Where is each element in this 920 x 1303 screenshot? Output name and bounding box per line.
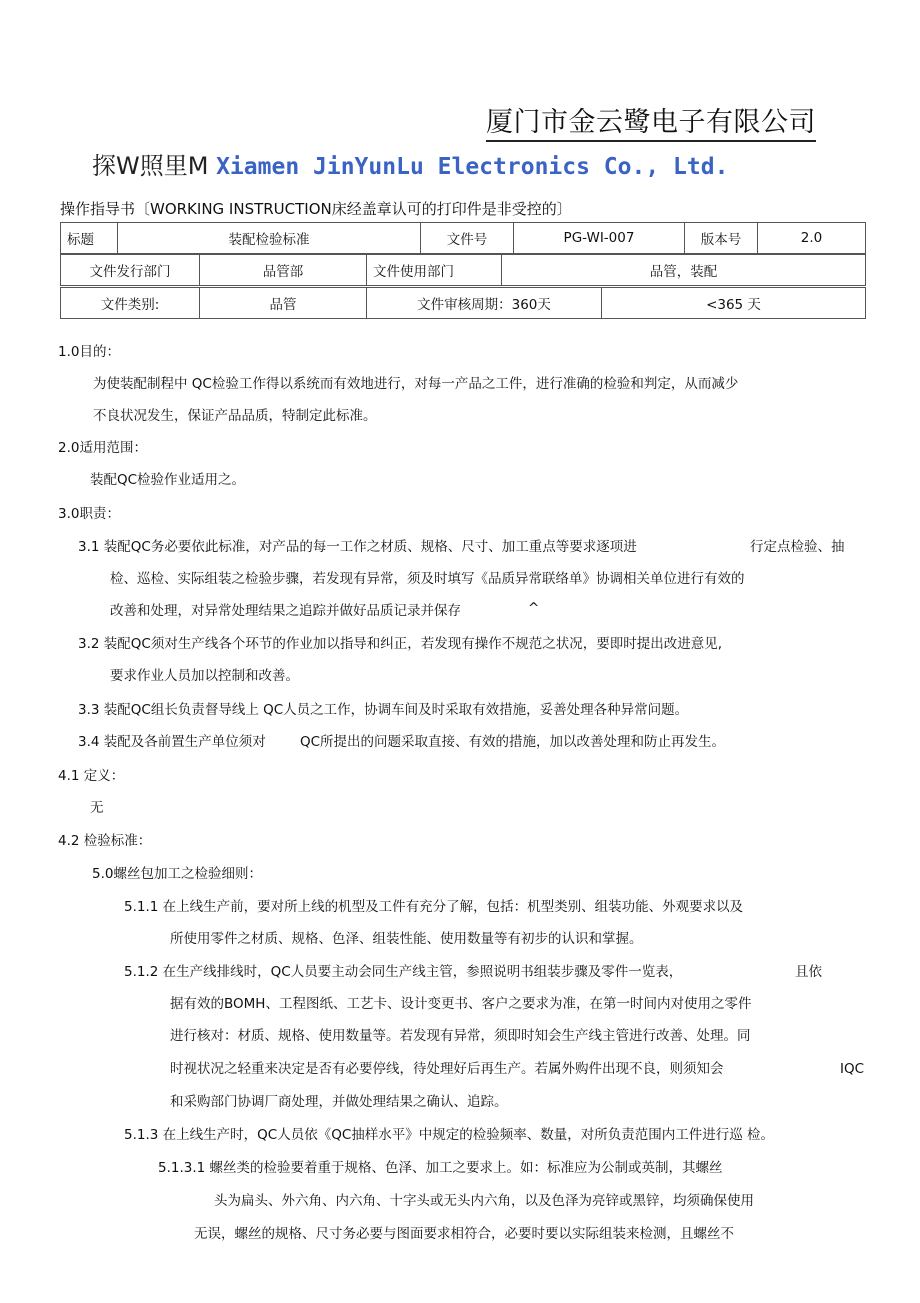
paragraph-line: 改善和处理，对异常处理结果之追踪并做好品质记录并保存 [110,603,461,619]
paragraph-line: 5.1.3 在上线生产时，QC人员依《QC抽样水平》中规定的检验频率、数量，对所负责范围内工件进行巡 检。 [124,1127,775,1143]
paragraph-line: 5.1.2 在生产线排线时，QC人员要主动会同生产线主管，参照说明书组装步骤及零件一览表， [124,964,683,980]
docno-label: 文件号 [421,223,514,254]
subsection-heading: 5.0螺丝包加工之检验细则： [92,866,262,882]
paragraph-line: 进行核对：材质、规格、使用数量等。若发现有异常，须即时知会生产线主管进行改善、处理。同 [170,1028,751,1044]
paragraph-line: 5.1.3.1 螺丝类的检验要着重于规格、色泽、加工之要求上。如：标准应为公制或英制，其螺丝 [158,1160,723,1176]
version-value: 2.0 [758,223,866,254]
meta-table-row2 [60,254,866,286]
review-cycle-value: <365 天 [602,288,866,319]
document-heading: 操作指导书〔WORKING INSTRUCTION床经盖章认可的打印件是非受控的〕 [60,200,572,218]
paragraph-line: 3.4 装配及各前置生产单位须对 [78,734,266,750]
paragraph-line: 为使装配制程中 QC检验工作得以系统而有效地进行，对每一产品之工件，进行准确的检验和判定，从而减少 [93,376,739,392]
section-heading: 4.2 检验标准： [58,833,152,849]
section-heading: 1.0目的： [58,344,120,360]
paragraph-line: IQC [840,1061,865,1077]
paragraph-line: 头为扁头、外六角、内六角、十字头或无头内六角，以及色泽为亮锌或黑锌，均须确保使用 [214,1193,754,1209]
paragraph-line: 且依 [795,964,822,980]
company-name-cn: 厦门市金云鹭电子有限公司 [486,100,816,142]
review-cycle-label: 文件审核周期：360天 [367,288,602,319]
use-dept-value: 品管，装配 [502,255,866,286]
paragraph-line: 5.1.1 在上线生产前，要对所上线的机型及工件有充分了解，包括：机型类别、组装功能、外观要求以及 [124,899,744,915]
company-brand [92,146,728,181]
paragraph-line: 所使用零件之材质、规格、色泽、组装性能、使用数量等有初步的认识和掌握。 [170,931,643,947]
section-heading: 2.0适用范围： [58,440,147,456]
use-dept-label: 文件使用部门 [367,255,502,286]
section-heading: 3.0职责： [58,506,120,522]
paragraph-line: 要求作业人员加以控制和改善。 [110,668,299,684]
paragraph-line: 无 [90,800,104,816]
category-label: 文件类别: [61,288,200,319]
title-value: 装配检验标准 [118,223,421,254]
paragraph-line: 时视状况之轻重来决定是否有必要停线，待处理好后再生产。若属外购件出现不良，则须知会 [170,1061,724,1077]
title-label: 标题 [61,223,118,254]
paragraph-line: 检、巡检、实际组装之检验步骤，若发现有异常，须及时填写《品质异常联络单》协调相关单位进行有效的 [110,571,745,587]
meta-table-row3 [60,287,866,319]
paragraph-line: 装配QC检验作业适用之。 [90,472,246,488]
paragraph-line: 和采购部门协调厂商处理，并做处理结果之确认、追踪。 [170,1094,508,1110]
paragraph-line: 3.3 装配QC组长负责督导线上 QC人员之工作，协调车间及时采取有效措施，妥善处理各种异常问题。 [78,702,689,718]
docno-value: PG-WI-007 [514,223,685,254]
category-value: 品管 [200,288,367,319]
paragraph-line: 3.1 装配QC务必要依此标准，对产品的每一工作之材质、规格、尺寸、加工重点等要求逐项进 [78,539,637,555]
meta-table-row1 [60,222,866,254]
issue-dept-value: 品管部 [200,255,367,286]
brand-en-text: Xiamen JinYunLu Electronics Co., Ltd. [216,154,729,180]
paragraph-line: 无误，螺丝的规格、尺寸务必要与图面要求相符合，必要时要以实际组装来检测，且螺丝不 [194,1226,734,1242]
paragraph-line: 行定点检验、抽 [750,539,845,555]
paragraph-line: 3.2 装配QC须对生产线各个环节的作业加以指导和纠正，若发现有操作不规范之状况，要即时提出改进意见, [78,636,723,652]
section-heading: 4.1 定义： [58,768,125,784]
issue-dept-label: 文件发行部门 [61,255,200,286]
paragraph-line: 据有效的BOMH、工程图纸、工艺卡、设计变更书、客户之要求为准，在第一时间内对使用之零件 [170,996,752,1012]
paragraph-line: 不良状况发生，保证产品品质，特制定此标准。 [93,408,377,424]
caret-mark: ^ [528,600,540,616]
paragraph-line: QC所提出的问题采取直接、有效的措施，加以改善处理和防止再发生。 [300,734,726,750]
version-label: 版本号 [685,223,758,254]
brand-cn-text: 探W照里M [92,152,209,180]
